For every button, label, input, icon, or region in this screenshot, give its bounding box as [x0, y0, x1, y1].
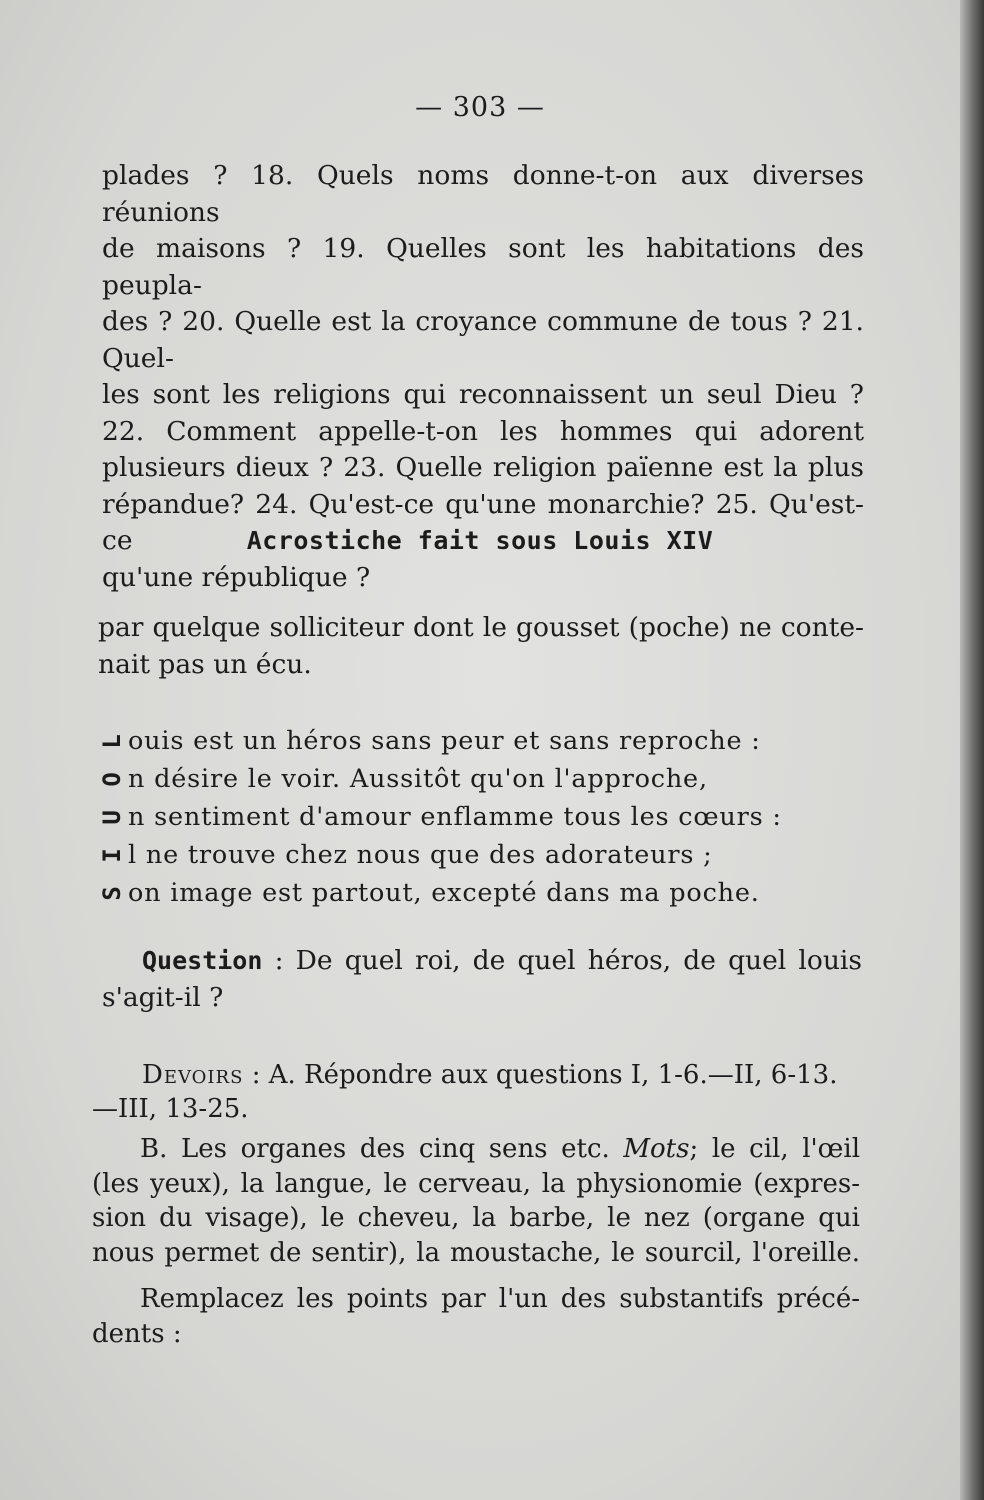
acrostic-initial: O — [98, 771, 126, 787]
question-line — [142, 942, 862, 979]
acrostic-initial: U — [98, 809, 126, 825]
acrostic-title: Acrostiche fait sous Louis XIV — [246, 526, 714, 555]
exercise-b-start: B. Les organes des cinq sens etc. — [140, 1134, 610, 1164]
verse-text: n désire le voir. Aussitôt qu'on l'approche, — [128, 764, 708, 794]
poem-verse — [100, 798, 820, 836]
devoirs-block — [92, 1058, 862, 1126]
questions-line: 22. Comment appelle-t-on les hommes qui adorent — [102, 415, 864, 447]
poem-verse — [100, 874, 820, 912]
exercise-b — [92, 1132, 860, 1270]
page-number: — 303 — — [415, 92, 545, 123]
acrostic-intro-line: par quelque solliciteur dont le gousset (poche) ne conte- — [98, 612, 864, 643]
questions-line: qu'une république ? — [102, 561, 371, 593]
question-text: : De quel roi, de quel héros, de quel louis — [274, 945, 862, 976]
poem-verse — [100, 836, 820, 874]
exercise-c — [92, 1282, 860, 1351]
verse-text: l ne trouve chez nous que des adorateurs ; — [128, 840, 713, 870]
exercise-b-first-line — [92, 1132, 860, 1167]
devoirs-text: : A. Répondre aux questions I, 1-6.—II, 6-13. — [251, 1060, 838, 1090]
exercise-b-line: sion du visage), le cheveu, la barbe, le nez (organe qui — [92, 1203, 860, 1233]
devoirs-continuation: —III, 13-25. — [92, 1094, 249, 1124]
page-edge-shadow — [960, 0, 984, 1500]
exercise-b-line: (les yeux), la langue, le cerveau, la physionomie (expres- — [92, 1168, 860, 1199]
exercise-c-line: Remplacez les points par l'un des substantifs précé- — [140, 1284, 860, 1314]
questions-line: de maisons ? 19. Quelles sont les habitations des peupla- — [102, 233, 864, 301]
exercise-b-rest: ; le cil, l'œil — [689, 1134, 861, 1164]
question-continuation: s'agit-il ? — [102, 982, 224, 1013]
questions-line: répandue? 24. Qu'est-ce qu'une monarchie? 25. Qu'est-ce — [102, 488, 864, 556]
acrostic-initial: S — [98, 885, 126, 901]
questions-line: des ? 20. Quelle est la croyance commune de tous ? 21. Quel- — [102, 306, 864, 374]
question-block — [102, 942, 862, 1016]
acrostic-intro-line: nait pas un écu. — [98, 648, 312, 680]
devoirs-label: Devoirs — [142, 1060, 244, 1090]
poem-verse — [100, 760, 820, 798]
verse-text: on image est partout, excepté dans ma poche. — [128, 878, 760, 908]
verse-text: n sentiment d'amour enflamme tous les cœurs : — [128, 802, 782, 832]
question-label: Question — [142, 946, 263, 975]
questions-line: plusieurs dieux ? 23. Quelle religion païenne est la plus — [102, 452, 864, 483]
exercise-b-line: nous permet de sentir), la moustache, le sourcil, l'oreille. — [92, 1237, 860, 1268]
acrostic-intro — [98, 610, 864, 683]
acrostic-poem — [100, 722, 820, 912]
devoirs-line — [92, 1058, 862, 1092]
poem-verse — [100, 722, 820, 760]
verse-text: ouis est un héros sans peur et sans reproche : — [128, 726, 761, 756]
exercise-c-continuation: dents : — [92, 1318, 182, 1349]
mots-label: Mots — [623, 1134, 690, 1164]
acrostic-initial: L — [98, 733, 126, 749]
questions-line: les sont les religions qui reconnaissent un seul Dieu ? — [102, 379, 864, 410]
questions-line: plades ? 18. Quels noms donne-t-on aux diverses réunions — [102, 160, 864, 228]
acrostic-initial: I — [98, 847, 126, 863]
